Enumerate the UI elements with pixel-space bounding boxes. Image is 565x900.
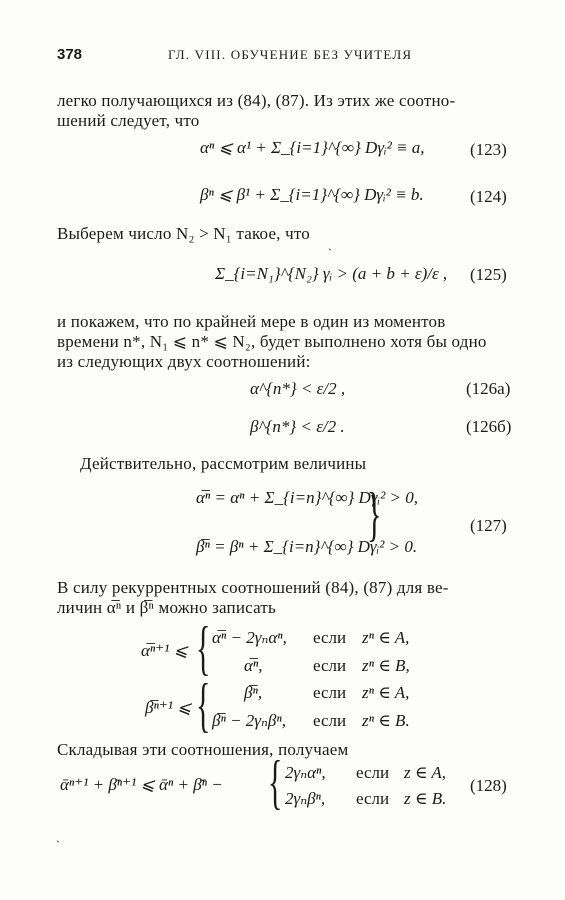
left-brace: {	[196, 672, 211, 738]
paragraph-line: времени n*, N₁ ⩽ n* ⩽ N₂, будет выполнено хотя бы одно	[57, 332, 487, 351]
equation-128-lhs: ᾱⁿ⁺¹ + β̄ⁿ⁺¹ ⩽ ᾱⁿ + β̄ⁿ −	[60, 775, 223, 794]
condition-z-in-A: zⁿ ∈ A,	[362, 683, 410, 702]
equation-128-case-2: 2γₙβⁿ,	[285, 789, 326, 808]
condition-z-in-B: z ∈ B.	[404, 789, 447, 808]
paragraph-line: и покажем, что по крайней мере в один из моментов	[57, 312, 446, 331]
paragraph-line: личин α̅ⁿ и β̅ⁿ можно записать	[57, 598, 276, 617]
paragraph-line: шений следует, что	[57, 111, 200, 130]
condition-z-in-A: z ∈ A,	[404, 763, 447, 782]
condition-z-in-A: zⁿ ∈ A,	[362, 628, 410, 647]
equation-number: (123)	[470, 140, 507, 159]
running-title: ГЛ. VIII. ОБУЧЕНИЕ БЕЗ УЧИТЕЛЯ	[168, 47, 413, 62]
cases-beta-row-1: β̅ⁿ,	[244, 683, 263, 702]
paragraph-line: Выберем число N₂ > N₁ такое, что	[57, 224, 310, 243]
cases-alpha-lhs: α̅ⁿ⁺¹ ⩽	[141, 641, 188, 660]
equation-number: (126б)	[466, 417, 512, 436]
page-number: 378	[57, 46, 83, 63]
equation-126a: α^{n*} < ε/2 ,	[250, 379, 346, 398]
equation-127-beta: β̅ⁿ = βⁿ + Σ_{i=n}^{∞} Dγᵢ² > 0.	[196, 537, 418, 556]
equation-number: (128)	[470, 776, 507, 795]
paragraph-line: Действительно, рассмотрим величины	[80, 454, 367, 473]
cases-beta-lhs: β̅ⁿ⁺¹ ⩽	[145, 698, 192, 717]
print-speck: ˋ	[328, 246, 332, 260]
condition-if: если	[356, 789, 390, 808]
paragraph-line: В силу рекуррентных соотношений (84), (87) для ве-	[57, 578, 449, 597]
condition-z-in-B: zⁿ ∈ B.	[362, 711, 410, 730]
paragraph-line: из следующих двух соотношений:	[57, 352, 311, 371]
right-brace: }	[367, 481, 382, 547]
condition-if: если	[313, 628, 347, 647]
equation-125: Σ_{i=N₁}^{N₂} γᵢ > (a + b + ε)/ε ,	[215, 264, 448, 283]
equation-127-alpha: α̅ⁿ = αⁿ + Σ_{i=n}^{∞} Dγᵢ² > 0,	[196, 488, 419, 507]
condition-if: если	[313, 683, 347, 702]
equation-number: (124)	[470, 187, 507, 206]
equation-number: (126а)	[466, 379, 511, 398]
left-brace: {	[268, 749, 283, 815]
paragraph-line: легко получающихся из (84), (87). Из этих же соотно-	[57, 91, 456, 110]
equation-126b: β^{n*} < ε/2 .	[250, 417, 345, 436]
equation-124: βⁿ ⩽ β¹ + Σ_{i=1}^{∞} Dγᵢ² ≡ b.	[200, 185, 424, 204]
condition-if: если	[313, 711, 347, 730]
condition-if: если	[313, 656, 347, 675]
cases-alpha-row-2: α̅ⁿ,	[244, 656, 263, 675]
equation-number: (127)	[470, 516, 507, 535]
condition-if: если	[356, 763, 390, 782]
print-speck: ˋ	[56, 838, 60, 852]
equation-123: αⁿ ⩽ α¹ + Σ_{i=1}^{∞} Dγᵢ² ≡ a,	[200, 138, 425, 157]
cases-beta-row-2: β̅ⁿ − 2γₙβⁿ,	[212, 711, 286, 730]
equation-number: (125)	[470, 265, 507, 284]
equation-128-case-1: 2γₙαⁿ,	[285, 763, 326, 782]
paragraph-line: Складывая эти соотношения, получаем	[57, 740, 349, 759]
condition-z-in-B: zⁿ ∈ B,	[362, 656, 410, 675]
cases-alpha-row-1: α̅ⁿ − 2γₙαⁿ,	[212, 628, 287, 647]
left-brace: {	[196, 615, 211, 681]
